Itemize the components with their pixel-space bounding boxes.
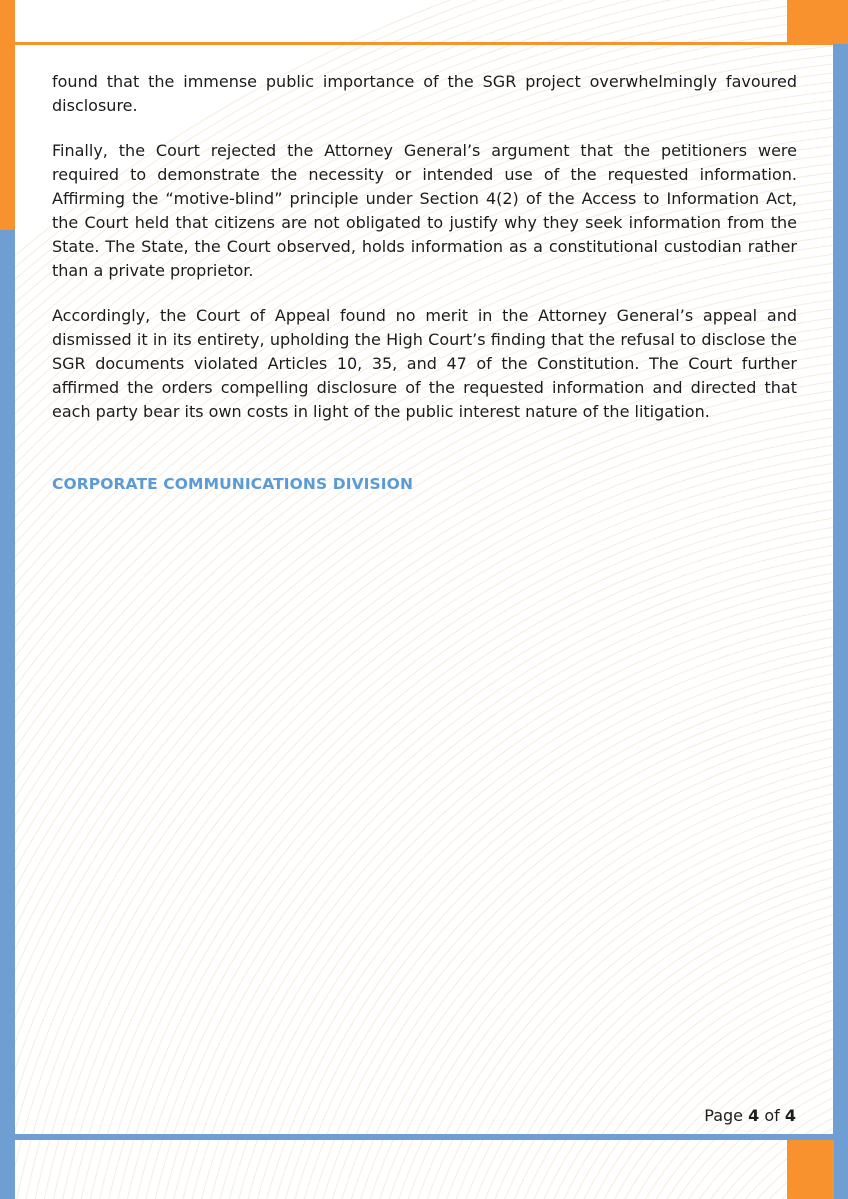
page-word: Page <box>704 1106 744 1125</box>
paragraph-2: Finally, the Court rejected the Attorney General’s argument that the petitioners were required to demonstrate the necessity or intended use of the requested information. Affirming the “motive-blind” principle under Section 4(2) of the Access to Information Act, the Court held that citizens are not obligated to justify why they seek information from the State. The State, the Court observed, holds information as a constitutional custodian rather than a private proprietor. <box>52 141 797 280</box>
bottom-right-orange-block <box>787 1140 834 1199</box>
paragraph-3: Accordingly, the Court of Appeal found no merit in the Attorney General’s appeal and dismissed it in its entirety, upholding the High Court’s finding that the refusal to disclose the SGR documents violated Articles 10, 35, and 47 of the Constitution. The Court further affirmed the orders compelling disclosure of the requested information and directed that each party bear its own costs in light of the public interest nature of the litigation. <box>52 306 797 421</box>
bottom-right-blue-block <box>834 1140 848 1199</box>
right-blue-bar <box>833 44 848 1134</box>
signature-division: CORPORATE COMMUNICATIONS DIVISION <box>52 475 414 493</box>
current-page: 4 <box>748 1106 760 1125</box>
top-orange-rule <box>15 42 833 45</box>
left-orange-bar <box>0 0 15 230</box>
of-word: of <box>764 1106 780 1125</box>
bottom-blue-rule <box>15 1134 848 1140</box>
paragraph-1: found that the immense public importance of the SGR project overwhelmingly favoured disclosure. <box>52 72 797 115</box>
page-number <box>704 1106 796 1125</box>
document-body <box>52 70 797 493</box>
total-pages: 4 <box>784 1106 796 1125</box>
left-blue-bar <box>0 230 15 1199</box>
top-right-orange-block <box>787 0 848 44</box>
